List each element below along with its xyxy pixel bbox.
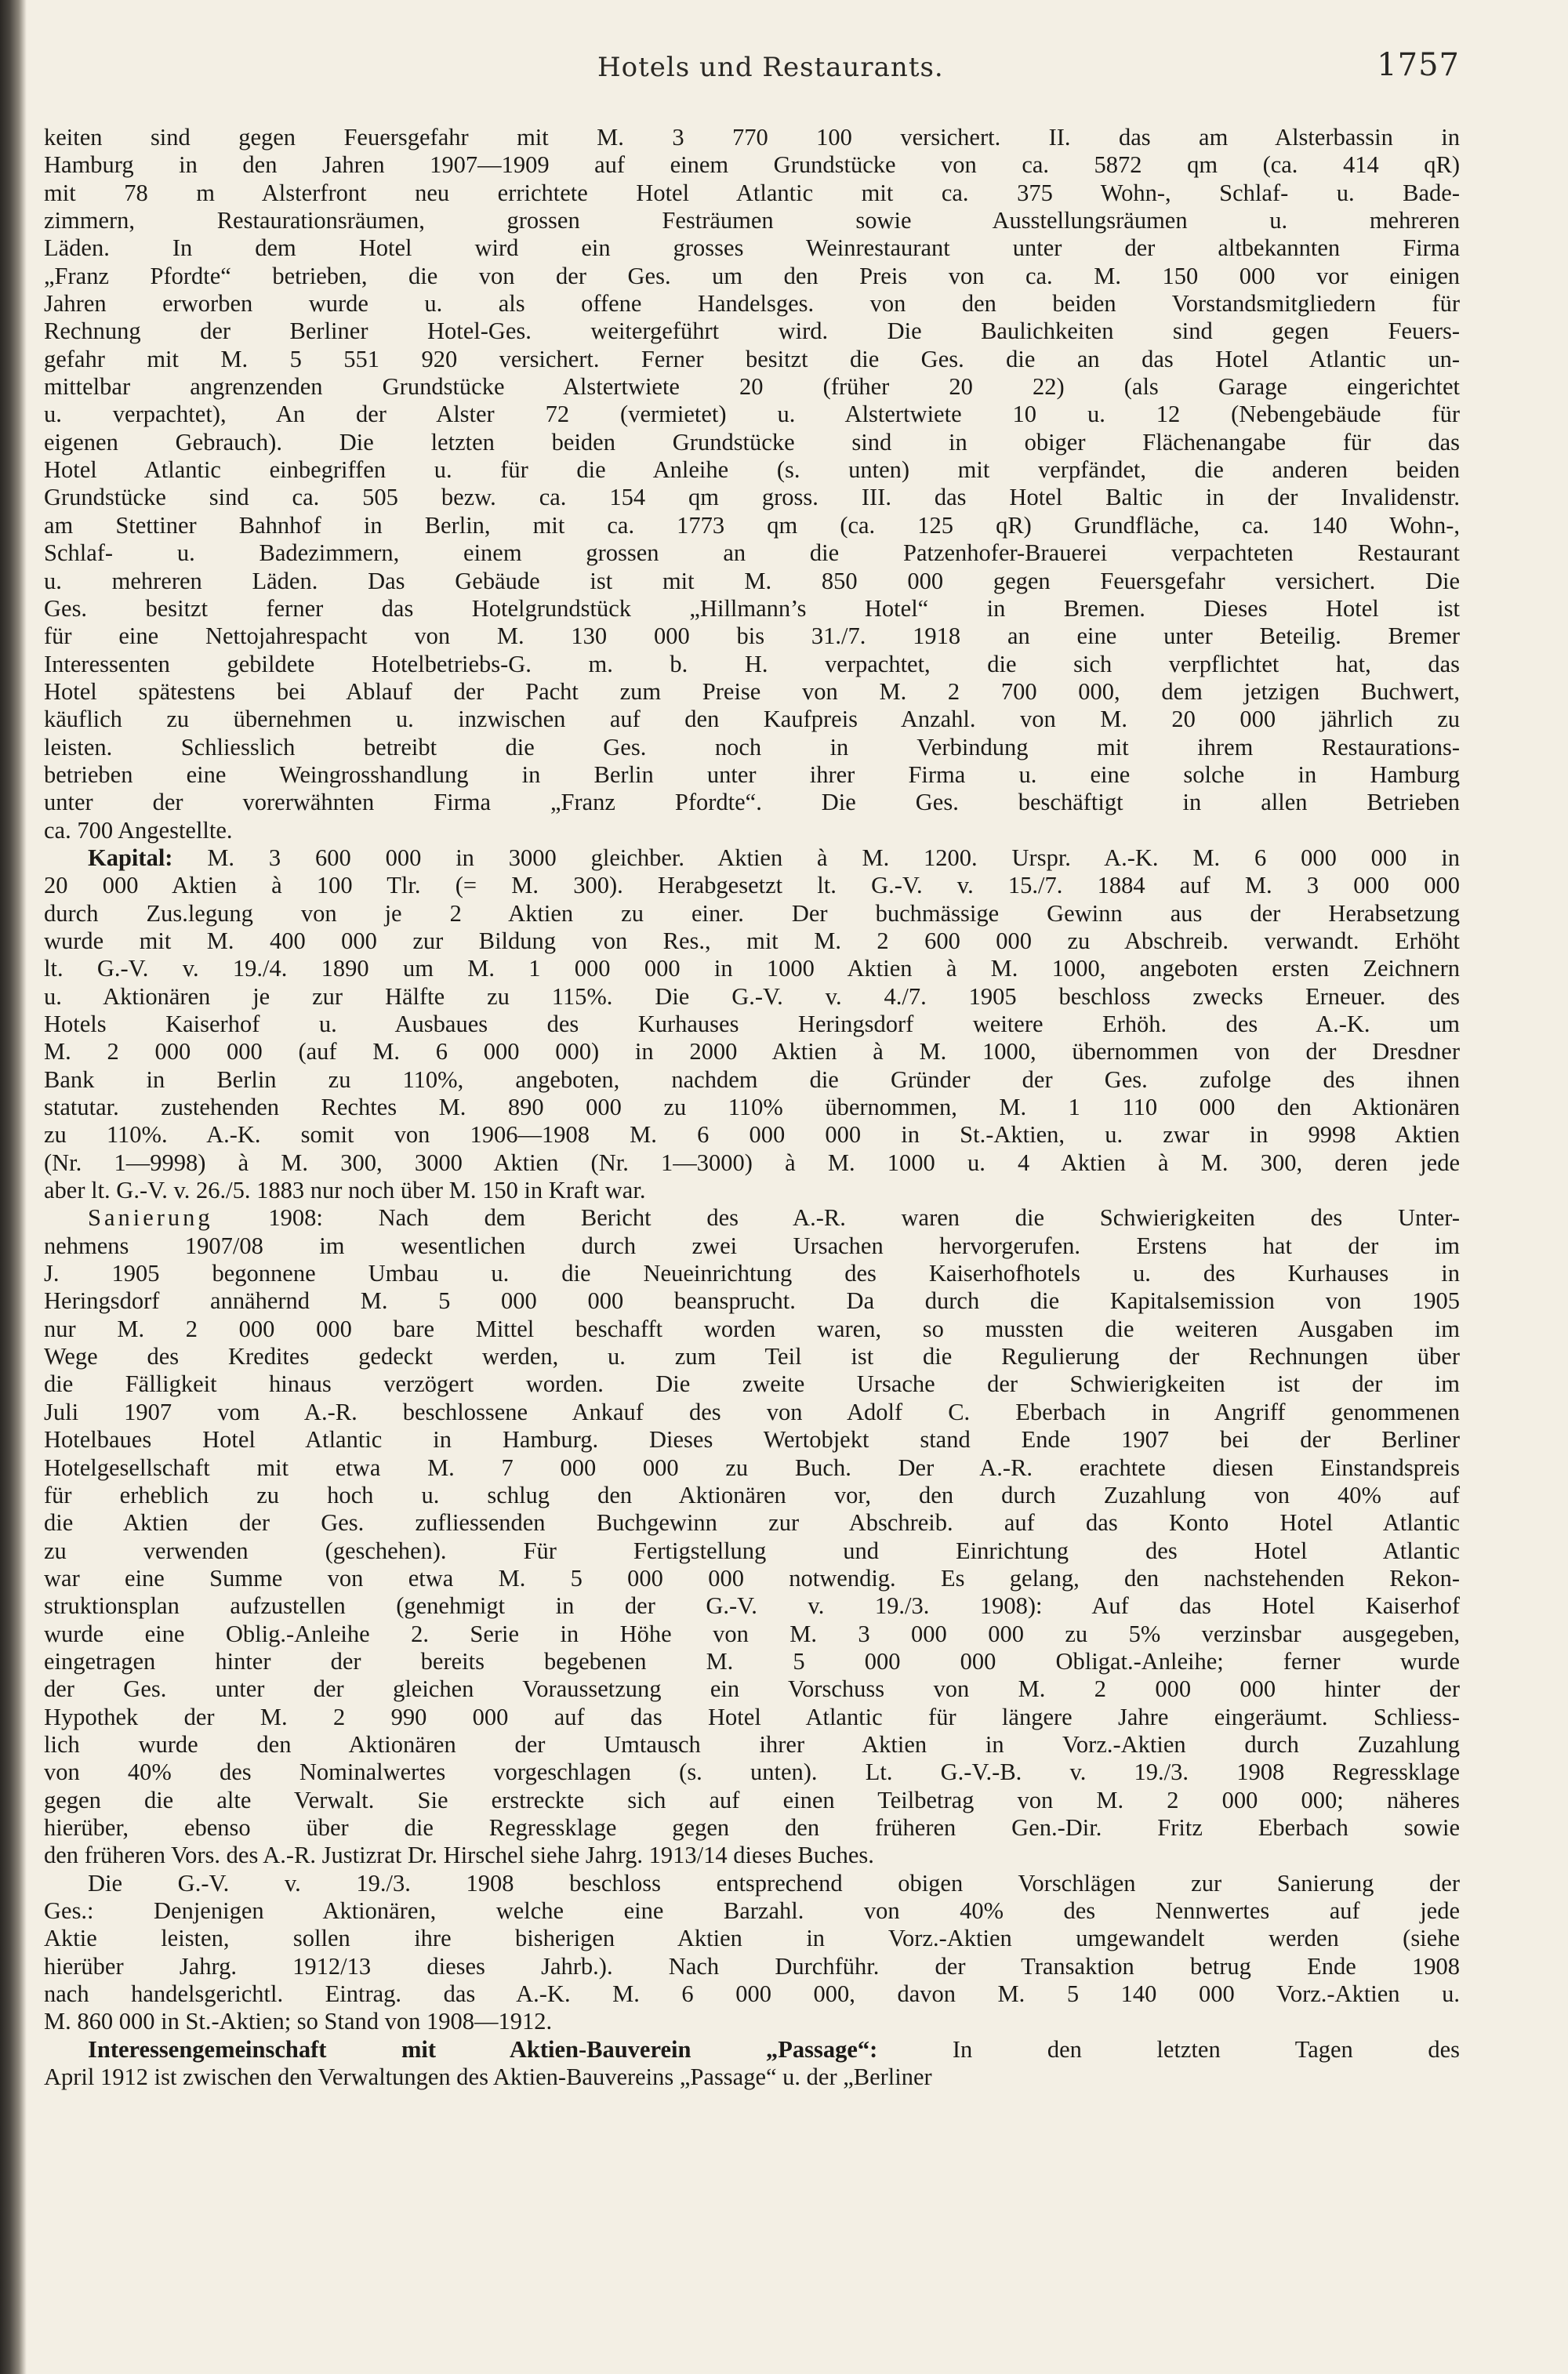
text-line: Hotel Atlantic einbegriffen u. für die Anleihe (s. unten) mit verpfändet, die anderen beiden — [44, 456, 1460, 484]
text-line: u. verpachtet), An der Alster 72 (vermietet) u. Alstertwiete 10 u. 12 (Nebengebäude für — [44, 401, 1460, 428]
text-line: Hotels Kaiserhof u. Ausbaues des Kurhauses Heringsdorf weitere Erhöh. des A.-K. um — [44, 1011, 1460, 1037]
text-line: Läden. In dem Hotel wird ein grosses Weinrestaurant unter der altbekannten Firma — [44, 234, 1460, 262]
text-line: u. mehreren Läden. Das Gebäude ist mit M. 850 000 gegen Feuersgefahr versichert. Die — [44, 567, 1460, 594]
text-line: Juli 1907 vom A.-R. beschlossene Ankauf des von Adolf C. Eberbach in Angriff genommenen — [44, 1398, 1460, 1425]
text-line: Heringsdorf annähernd M. 5 000 000 beansprucht. Da durch die Kapitalsemission von 1905 — [44, 1287, 1460, 1315]
text-line: J. 1905 begonnene Umbau u. die Neueinrichtung des Kaiserhofhotels u. des Kurhauses in — [44, 1260, 1460, 1287]
text-line: u. Aktionären je zur Hälfte zu 115%. Die G.-V. v. 4./7. 1905 beschloss zwecks Erneuer. des — [44, 982, 1460, 1010]
binding-gutter — [0, 0, 27, 2374]
text-line: Aktie leisten, sollen ihre bisherigen Aktien in Vorz.-Aktien umgewandelt werden (siehe — [44, 1925, 1460, 1952]
text-line: betrieben eine Weingrosshandlung in Berlin unter ihrer Firma u. eine solche in Hamburg — [44, 760, 1460, 788]
text-line: für erheblich zu hoch u. schlug den Aktionären vor, den durch Zuzahlung von 40% auf — [44, 1481, 1460, 1508]
page-header — [49, 47, 1460, 94]
text-line: gefahr mit M. 5 551 920 versichert. Ferner besitzt die Ges. die an das Hotel Atlantic un- — [44, 345, 1460, 372]
text-line: von 40% des Nominalwertes vorgeschlagen (s. unten). Lt. G.-V.-B. v. 19./3. 1908 Regressklage — [44, 1759, 1460, 1786]
text-line: durch Zus.legung von je 2 Aktien zu einer. Der buchmässige Gewinn aus der Herabsetzung — [44, 899, 1460, 927]
text-line: Hotelgesellschaft mit etwa M. 7 000 000 zu Buch. Der A.-R. erachtete diesen Einstandspreis — [44, 1454, 1460, 1481]
kapital-text: M. 3 600 000 in 3000 gleichber. Aktien à M. 1200. Urspr. A.-K. M. 6 000 000 in — [207, 844, 1461, 871]
text-line: 20 000 Aktien à 100 Tlr. (= M. 300). Herabgesetzt lt. G.-V. v. 15./7. 1884 auf M. 3 000 000 — [44, 872, 1460, 899]
text-line: nur M. 2 000 000 bare Mittel beschafft worden waren, so mussten die weiteren Ausgaben im — [44, 1315, 1460, 1342]
kapital-line — [44, 844, 1460, 872]
text-line: unter der vorerwähnten Firma „Franz Pfordte“. Die Ges. beschäftigt in allen Betrieben — [44, 789, 1460, 816]
text-line: struktionsplan aufzustellen (genehmigt in der G.-V. v. 19./3. 1908): Auf das Hotel Kaiserhof — [44, 1592, 1460, 1620]
text-line: Die G.-V. v. 19./3. 1908 beschloss entsprechend obigen Vorschlägen zur Sanierung der — [88, 1869, 1460, 1897]
text-line: die Fälligkeit hinaus verzögert worden. Die zweite Ursache der Schwierigkeiten ist der im — [44, 1370, 1460, 1398]
sanierung-heading: Sanierung — [88, 1204, 213, 1232]
interessengemeinschaft-text: In den letzten Tagen des — [952, 2035, 1461, 2063]
text-line: M. 2 000 000 (auf M. 6 000 000) in 2000 Aktien à M. 1000, übernommen von der Dresdner — [44, 1038, 1460, 1065]
text-line: Hotel spätestens bei Ablauf der Pacht zum Preise von M. 2 700 000, dem jetzigen Buchwert, — [44, 677, 1460, 705]
text-line: ca. 700 Angestellte. — [44, 816, 233, 844]
text-line: Grundstücke sind ca. 505 bezw. ca. 154 qm gross. III. das Hotel Baltic in der Invalidenstr. — [44, 484, 1460, 511]
text-line: Jahren erworben wurde u. als offene Handelsges. von den beiden Vorstandsmitgliedern für — [44, 290, 1460, 318]
text-line: für eine Nettojahrespacht von M. 130 000 bis 31./7. 1918 an eine unter Beteilig. Bremer — [44, 623, 1460, 650]
text-line: zu 110%. A.-K. somit von 1906—1908 M. 6 000 000 in St.-Aktien, u. zwar in 9998 Aktien — [44, 1121, 1460, 1149]
text-line: hierüber, ebenso über die Regressklage gegen den früheren Gen.-Dir. Fritz Eberbach sowie — [44, 1813, 1460, 1841]
text-line: der Ges. unter der gleichen Voraussetzung ein Vorschuss von M. 2 000 000 hinter der — [44, 1675, 1460, 1703]
text-line: statutar. zustehenden Rechtes M. 890 000 zu 110% übernommen, M. 1 110 000 den Aktionären — [44, 1094, 1460, 1121]
text-line: lt. G.-V. v. 19./4. 1890 um M. 1 000 000 in 1000 Aktien à M. 1000, angeboten ersten Zeichnern — [44, 955, 1460, 982]
interessengemeinschaft-line — [44, 2036, 1460, 2064]
running-head: Hotels und Restaurants. — [597, 52, 944, 83]
text-line: Rechnung der Berliner Hotel-Ges. weitergeführt wird. Die Baulichkeiten sind gegen Feuers- — [44, 318, 1460, 345]
text-line: Schlaf- u. Badezimmern, einem grossen an die Patzenhofer-Brauerei verpachteten Restaurant — [44, 539, 1460, 567]
text-line: leisten. Schliesslich betreibt die Ges. noch in Verbindung mit ihrem Restaurations- — [44, 733, 1460, 760]
text-line: mit 78 m Alsterfront neu errichtete Hotel Atlantic mit ca. 375 Wohn-, Schlaf- u. Bade- — [44, 179, 1460, 206]
page-number: 1757 — [1377, 47, 1460, 83]
text-line: die Aktien der Ges. zufliessenden Buchgewinn zur Abschreib. auf das Konto Hotel Atlantic — [44, 1509, 1460, 1537]
sanierung-text: 1908: Nach dem Bericht des A.-R. waren die Schwierigkeiten des Unter- — [268, 1204, 1461, 1232]
text-line: am Stettiner Bahnhof in Berlin, mit ca. 1773 qm (ca. 125 qR) Grundfläche, ca. 140 Wohn-, — [44, 511, 1460, 539]
text-line: wurde mit M. 400 000 zur Bildung von Res., mit M. 2 600 000 zu Abschreib. verwandt. Erhöht — [44, 927, 1460, 954]
text-line: (Nr. 1—9998) à M. 300, 3000 Aktien (Nr. 1—3000) à M. 1000 u. 4 Aktien à M. 300, deren jede — [44, 1149, 1460, 1176]
text-line: wurde eine Oblig.-Anleihe 2. Serie in Höhe von M. 3 000 000 zu 5% verzinsbar ausgegeben, — [44, 1620, 1460, 1647]
text-line: hierüber Jahrg. 1912/13 dieses Jahrb.). Nach Durchführ. der Transaktion betrug Ende 1908 — [44, 1952, 1460, 1980]
text-line: Ges.: Denjenigen Aktionären, welche eine Barzahl. von 40% des Nennwertes auf jede — [44, 1897, 1460, 1924]
sanierung-line — [44, 1204, 1460, 1232]
text-line: den früheren Vors. des A.-R. Justizrat Dr. Hirschel siehe Jahrg. 1913/14 dieses Buches. — [44, 1842, 874, 1869]
text-line: April 1912 ist zwischen den Verwaltungen des Aktien-Bauvereins „Passage“ u. der „Berliner — [44, 2064, 932, 2091]
text-line: „Franz Pfordte“ betrieben, die von der Ges. um den Preis von ca. M. 150 000 vor einigen — [44, 262, 1460, 289]
text-line: zimmern, Restaurationsräumen, grossen Festräumen sowie Ausstellungsräumen u. mehreren — [44, 207, 1460, 234]
text-line: eigenen Gebrauch). Die letzten beiden Grundstücke sind in obiger Flächenangabe für das — [44, 428, 1460, 456]
interessengemeinschaft-heading: Interessengemeinschaft mit Aktien-Bauverein „Passage“: — [88, 2035, 878, 2063]
text-line: eingetragen hinter der bereits begebenen M. 5 000 000 Obligat.-Anleihe; ferner wurde — [44, 1647, 1460, 1675]
text-line: zu verwenden (geschehen). Für Fertigstellung und Einrichtung des Hotel Atlantic — [44, 1537, 1460, 1564]
text-line: lich wurde den Aktionären der Umtausch ihrer Aktien in Vorz.-Aktien durch Zuzahlung — [44, 1730, 1460, 1758]
text-line: Hamburg in den Jahren 1907—1909 auf einem Grundstücke von ca. 5872 qm (ca. 414 qR) — [44, 151, 1460, 179]
text-line: Bank in Berlin zu 110%, angeboten, nachdem die Gründer der Ges. zufolge des ihnen — [44, 1065, 1460, 1093]
text-line: Ges. besitzt ferner das Hotelgrundstück „Hillmann’s Hotel“ in Bremen. Dieses Hotel ist — [44, 594, 1460, 622]
kapital-heading: Kapital: — [88, 844, 173, 871]
text-line: nehmens 1907/08 im wesentlichen durch zwei Ursachen hervorgerufen. Erstens hat der im — [44, 1232, 1460, 1259]
text-line: Hypothek der M. 2 990 000 auf das Hotel Atlantic für längere Jahre eingeräumt. Schliess- — [44, 1703, 1460, 1730]
main-text-column — [44, 124, 1460, 2091]
text-line: nach handelsgerichtl. Eintrag. das A.-K. M. 6 000 000, davon M. 5 140 000 Vorz.-Aktien u. — [44, 1980, 1460, 2008]
text-line: Hotelbaues Hotel Atlantic in Hamburg. Dieses Wertobjekt stand Ende 1907 bei der Berliner — [44, 1426, 1460, 1454]
text-line: käuflich zu übernehmen u. inzwischen auf den Kaufpreis Anzahl. von M. 20 000 jährlich zu — [44, 706, 1460, 733]
text-line: Wege des Kredites gedeckt werden, u. zum Teil ist die Regulierung der Rechnungen über — [44, 1343, 1460, 1370]
text-line: gegen die alte Verwalt. Sie erstreckte sich auf einen Teilbetrag von M. 2 000 000; näheres — [44, 1786, 1460, 1813]
text-line: M. 860 000 in St.-Aktien; so Stand von 1908—1912. — [44, 2008, 553, 2035]
text-line: keiten sind gegen Feuersgefahr mit M. 3 770 100 versichert. II. das am Alsterbassin in — [44, 124, 1460, 151]
text-line: Interessenten gebildete Hotelbetriebs-G. m. b. H. verpachtet, die sich verpflichtet hat, das — [44, 650, 1460, 677]
text-line: war eine Summe von etwa M. 5 000 000 notwendig. Es gelang, den nachstehenden Rekon- — [44, 1564, 1460, 1592]
text-line: aber lt. G.-V. v. 26./5. 1883 nur noch über M. 150 in Kraft war. — [44, 1177, 646, 1204]
text-line: mittelbar angrenzenden Grundstücke Alstertwiete 20 (früher 20 22) (als Garage eingerichtet — [44, 373, 1460, 401]
